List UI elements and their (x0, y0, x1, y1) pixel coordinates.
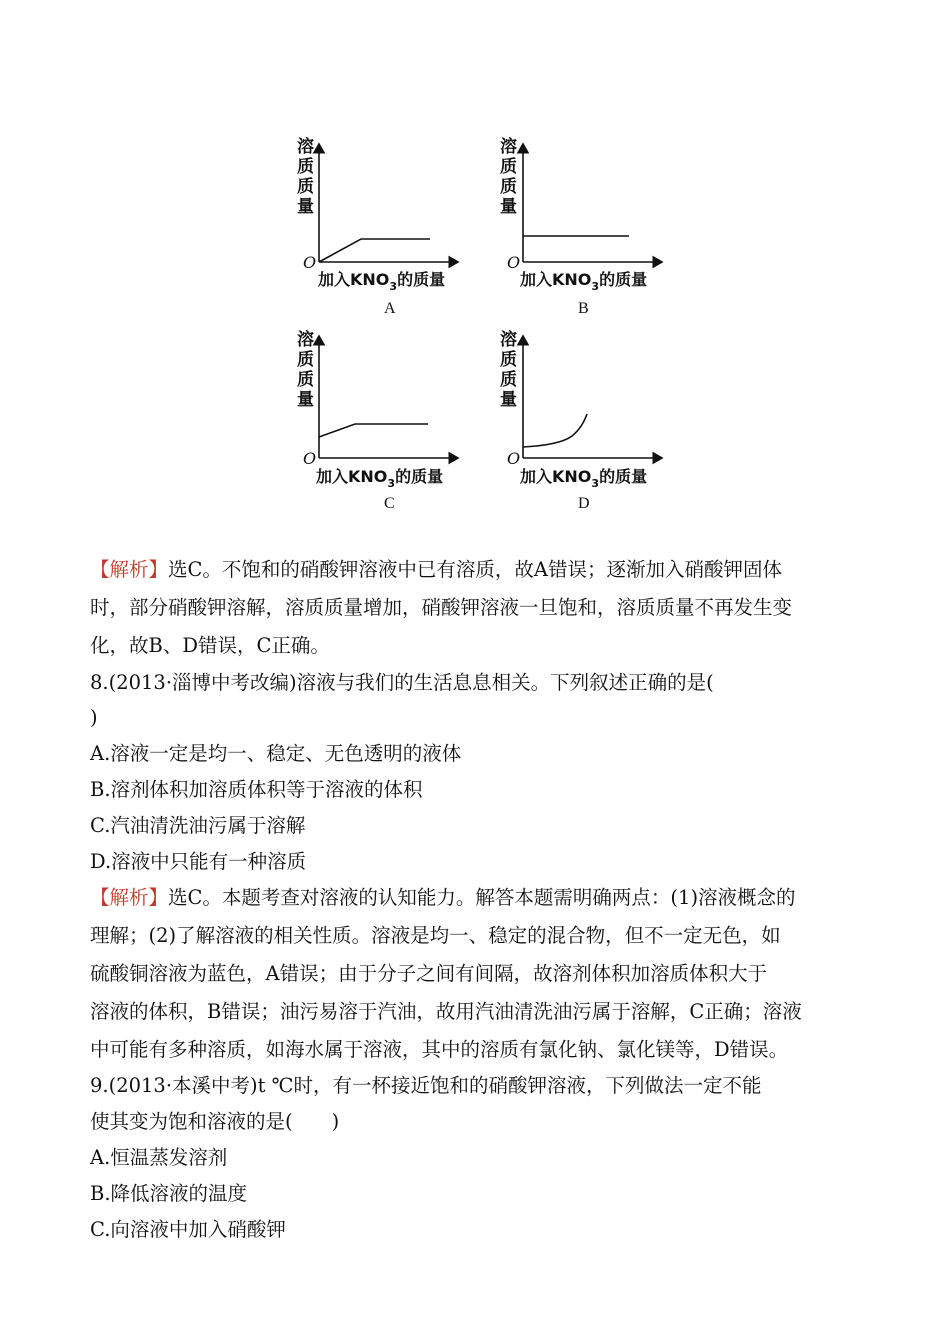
analysis-8-line-2: 理解；(2)了解溶液的相关性质。溶液是均一、稳定的混合物，但不一定无色，如 (90, 924, 781, 947)
analysis-7-line-2: 时，部分硝酸钾溶解，溶质质量增加，硝酸钾溶液一旦饱和，溶质质量不再发生变 (90, 596, 793, 619)
analysis-tag: 【解析】 (90, 558, 169, 581)
analysis-8-line-4: 溶液的体积，B错误；油污易溶于汽油，故用汽油清洗油污属于溶解，C正确；溶液 (90, 1000, 802, 1023)
analysis-8-line-1: 【解析】选C。本题考查对溶液的认知能力。解答本题需明确两点：(1)溶液概念的 (90, 886, 796, 909)
option-8a: A.溶液一定是均一、稳定、无色透明的液体 (90, 742, 462, 765)
analysis-8-line-3: 硫酸铜溶液为蓝色，A错误；由于分子之间有间隔，故溶剂体积加溶质体积大于 (90, 962, 768, 985)
caption-b: B (578, 300, 589, 317)
y-axis-label: 溶 (297, 137, 314, 157)
graph-a (297, 136, 458, 317)
y-axis-label: 溶 (297, 330, 314, 350)
y-axis-label: 溶 (500, 137, 517, 157)
y-axis-label: 量 (297, 197, 314, 217)
y-axis-label: 质 (297, 370, 314, 390)
origin-label: O (507, 449, 521, 468)
question-9-stem-cont: 使其变为饱和溶液的是( ) (90, 1110, 340, 1133)
curve-a (319, 239, 430, 262)
caption-d: D (578, 495, 590, 512)
question-9-stem: 9.(2013·本溪中考)t ℃时，有一杯接近饱和的硝酸钾溶液，下列做法一定不能 (90, 1074, 762, 1097)
x-axis-label: 加入$KNO_3$的质量 (318, 270, 446, 293)
origin-label: O (303, 449, 317, 468)
x-axis-label: 加入$KNO_3$的质量 (520, 270, 648, 293)
y-axis-label: 质 (500, 177, 517, 197)
analysis-tag: 【解析】 (90, 886, 169, 909)
graph-d (500, 329, 662, 512)
option-9a: A.恒温蒸发溶剂 (90, 1146, 228, 1169)
origin-label: O (507, 253, 521, 272)
graph-c (297, 329, 458, 512)
option-8c: C.汽油清洗油污属于溶解 (90, 814, 306, 837)
y-axis-label: 质 (500, 157, 517, 177)
y-axis-label: 质 (297, 157, 314, 177)
origin-label: O (303, 253, 317, 272)
question-8-stem-cont: ) (90, 706, 98, 729)
y-axis-label: 量 (500, 197, 517, 217)
y-axis-label: 量 (297, 390, 314, 410)
curve-d (523, 414, 587, 447)
y-axis-label: 质 (297, 177, 314, 197)
option-9c: C.向溶液中加入硝酸钾 (90, 1218, 286, 1241)
option-9b: B.降低溶液的温度 (90, 1182, 248, 1205)
graph-b (500, 136, 662, 317)
x-axis-label: 加入$KNO_3$的质量 (316, 467, 444, 490)
analysis-7-line-3: 化，故B、D错误，C正确。 (90, 634, 330, 657)
x-axis-label: 加入$KNO_3$的质量 (520, 467, 648, 490)
curve-c (319, 424, 428, 437)
y-axis-label: 质 (500, 370, 517, 390)
y-axis-label: 质 (500, 350, 517, 370)
analysis-7-line-1: 【解析】选C。不饱和的硝酸钾溶液中已有溶质，故A错误；逐渐加入硝酸钾固体 (90, 558, 783, 581)
y-axis-label: 量 (500, 390, 517, 410)
question-8-stem: 8.(2013·淄博中考改编)溶液与我们的生活息息相关。下列叙述正确的是( (90, 671, 714, 694)
y-axis-label: 质 (297, 350, 314, 370)
caption-a: A (384, 300, 396, 317)
y-axis-label: 溶 (500, 330, 517, 350)
solubility-graphs (0, 0, 950, 540)
analysis-8-line-5: 中可能有多种溶质，如海水属于溶液，其中的溶质有氯化钠、氯化镁等，D错误。 (90, 1038, 789, 1061)
option-8d: D.溶液中只能有一种溶质 (90, 850, 307, 873)
caption-c: C (384, 495, 395, 512)
option-8b: B.溶剂体积加溶质体积等于溶液的体积 (90, 778, 423, 801)
